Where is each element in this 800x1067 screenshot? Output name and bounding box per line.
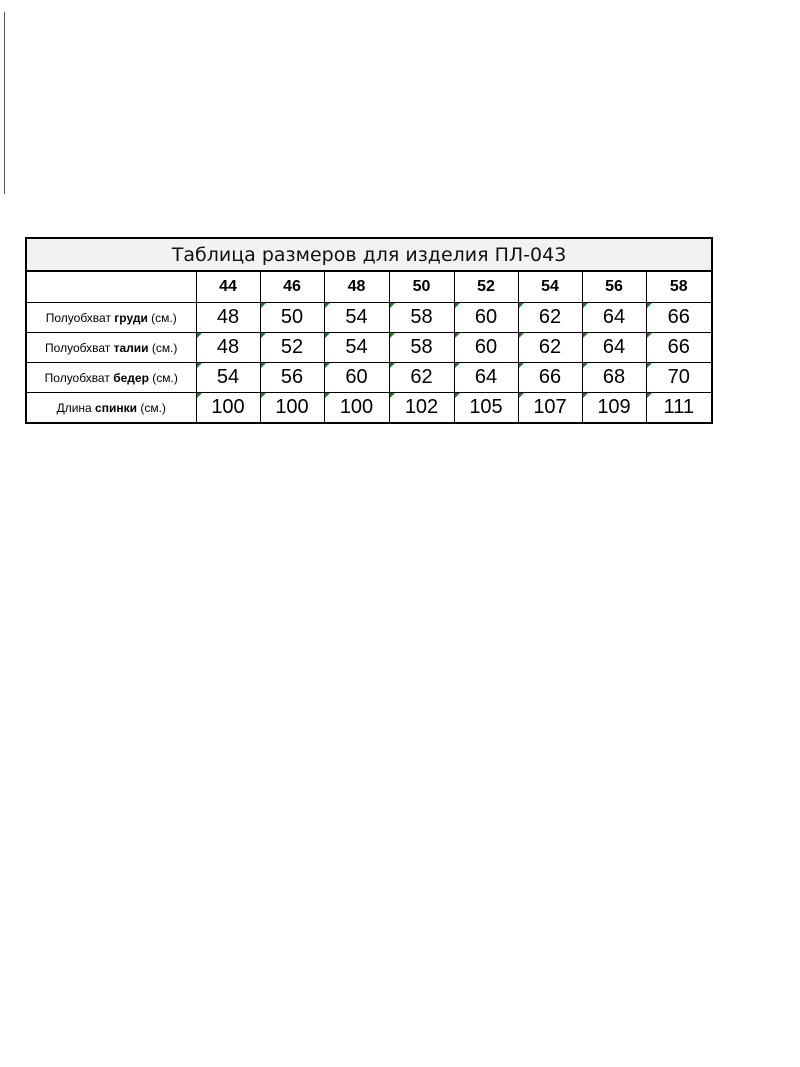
- size-header: 56: [582, 271, 646, 303]
- row-label-unit: (см.): [136, 400, 166, 415]
- value-text: 54: [345, 336, 368, 358]
- value-cell: [454, 393, 518, 424]
- value-cell: [518, 333, 582, 363]
- size-header: 54: [518, 271, 582, 303]
- row-label: [26, 393, 196, 424]
- row-label: [26, 333, 196, 363]
- cell-marker-icon: [325, 363, 330, 368]
- cell-marker-icon: [325, 303, 330, 308]
- row-label: [26, 363, 196, 393]
- row-label: [26, 303, 196, 333]
- title-row: [26, 238, 712, 271]
- value-text: 109: [597, 396, 631, 418]
- cell-marker-icon: [519, 363, 524, 368]
- cell-marker-icon: [455, 333, 460, 338]
- value-cell: [518, 393, 582, 424]
- cell-marker-icon: [583, 393, 588, 398]
- value-cell: [389, 393, 454, 424]
- size-chart-table: [25, 237, 713, 424]
- value-text: 56: [280, 366, 304, 388]
- value-text: 54: [216, 366, 240, 388]
- row-label-bold: бедер: [113, 370, 149, 385]
- value-text: 107: [533, 396, 567, 418]
- value-cell: [260, 333, 324, 363]
- row-label-bold: талии: [113, 340, 149, 355]
- cell-marker-icon: [390, 393, 395, 398]
- value-text: 60: [345, 366, 368, 388]
- value-text: 62: [410, 366, 433, 388]
- row-label-bold: спинки: [95, 400, 137, 415]
- value-cell: [646, 363, 712, 393]
- value-cell: [196, 333, 260, 363]
- value-cell: [582, 393, 646, 424]
- value-text: 111: [663, 396, 694, 418]
- cell-marker-icon: [197, 333, 202, 338]
- size-header: 58: [646, 271, 712, 303]
- value-text: 54: [345, 306, 368, 328]
- value-text: 66: [538, 366, 562, 388]
- value-text: 50: [280, 306, 304, 328]
- value-text: 62: [538, 336, 562, 358]
- value-text: 105: [469, 396, 503, 418]
- value-cell: [324, 393, 389, 424]
- value-text: 58: [410, 306, 433, 328]
- cell-marker-icon: [390, 363, 395, 368]
- measure-row-waist: [26, 333, 712, 363]
- value-text: 100: [275, 396, 309, 418]
- left-edge-line: [4, 12, 5, 194]
- cell-marker-icon: [197, 363, 202, 368]
- measure-row-bust: [26, 303, 712, 333]
- cell-marker-icon: [325, 393, 330, 398]
- value-cell: [324, 303, 389, 333]
- value-cell: [582, 333, 646, 363]
- value-text: 100: [211, 396, 245, 418]
- value-cell: [260, 363, 324, 393]
- cell-marker-icon: [261, 393, 266, 398]
- value-cell: [582, 303, 646, 333]
- value-text: 48: [216, 336, 240, 358]
- size-header: 50: [389, 271, 454, 303]
- value-text: 66: [667, 306, 690, 328]
- cell-marker-icon: [583, 363, 588, 368]
- value-text: 66: [667, 336, 690, 358]
- value-text: 58: [410, 336, 433, 358]
- cell-marker-icon: [455, 393, 460, 398]
- cell-marker-icon: [583, 303, 588, 308]
- cell-marker-icon: [197, 393, 202, 398]
- value-cell: [518, 303, 582, 333]
- value-cell: [454, 303, 518, 333]
- value-cell: [582, 363, 646, 393]
- value-text: 64: [602, 306, 626, 328]
- value-text: 70: [667, 366, 690, 388]
- row-label-bold: груди: [114, 310, 148, 325]
- cell-marker-icon: [455, 303, 460, 308]
- value-cell: [389, 363, 454, 393]
- value-cell: [454, 333, 518, 363]
- row-label-text: Длина: [56, 400, 96, 415]
- cell-marker-icon: [390, 333, 395, 338]
- cell-marker-icon: [647, 303, 652, 308]
- size-header: 44: [196, 271, 260, 303]
- value-cell: [324, 363, 389, 393]
- value-text: 102: [404, 396, 439, 418]
- cell-marker-icon: [390, 303, 395, 308]
- cell-marker-icon: [647, 393, 652, 398]
- value-cell: [324, 333, 389, 363]
- cell-marker-icon: [261, 303, 266, 308]
- value-text: 68: [602, 366, 626, 388]
- cell-marker-icon: [455, 363, 460, 368]
- value-text: 62: [538, 306, 562, 328]
- value-text: 100: [339, 396, 374, 418]
- value-cell: [389, 333, 454, 363]
- cell-marker-icon: [583, 333, 588, 338]
- row-label-text: Полуобхват: [45, 310, 115, 325]
- value-cell: [389, 303, 454, 333]
- row-label-text: Полуобхват: [45, 340, 114, 355]
- size-header-row: [26, 271, 712, 303]
- value-text: 60: [474, 306, 498, 328]
- cell-marker-icon: [647, 333, 652, 338]
- measure-row-back-length: [26, 393, 712, 424]
- value-text: 64: [602, 336, 626, 358]
- cell-marker-icon: [519, 303, 524, 308]
- value-text: 64: [474, 366, 498, 388]
- measure-row-hips: [26, 363, 712, 393]
- cell-marker-icon: [519, 393, 524, 398]
- row-label-unit: (см.): [147, 310, 177, 325]
- value-cell: [196, 363, 260, 393]
- size-header: 48: [324, 271, 389, 303]
- value-cell: [646, 303, 712, 333]
- size-header: 52: [454, 271, 518, 303]
- size-header: 46: [260, 271, 324, 303]
- value-cell: [454, 363, 518, 393]
- cell-marker-icon: [261, 363, 266, 368]
- value-cell: [646, 393, 712, 424]
- header-corner-cell: [26, 271, 196, 303]
- row-label-unit: (см.): [148, 370, 178, 385]
- row-label-unit: (см.): [148, 340, 178, 355]
- value-cell: [518, 363, 582, 393]
- cell-marker-icon: [261, 333, 266, 338]
- value-cell: [260, 393, 324, 424]
- value-cell: [260, 303, 324, 333]
- cell-marker-icon: [519, 333, 524, 338]
- value-cell: [646, 333, 712, 363]
- cell-marker-icon: [647, 363, 652, 368]
- value-text: 60: [474, 336, 498, 358]
- value-cell: 48: [196, 303, 260, 333]
- value-cell: [196, 393, 260, 424]
- cell-marker-icon: [325, 333, 330, 338]
- table-title: Таблица размеров для изделия ПЛ-043: [26, 238, 712, 271]
- row-label-text: Полуобхват: [44, 370, 114, 385]
- value-text: 52: [280, 336, 304, 358]
